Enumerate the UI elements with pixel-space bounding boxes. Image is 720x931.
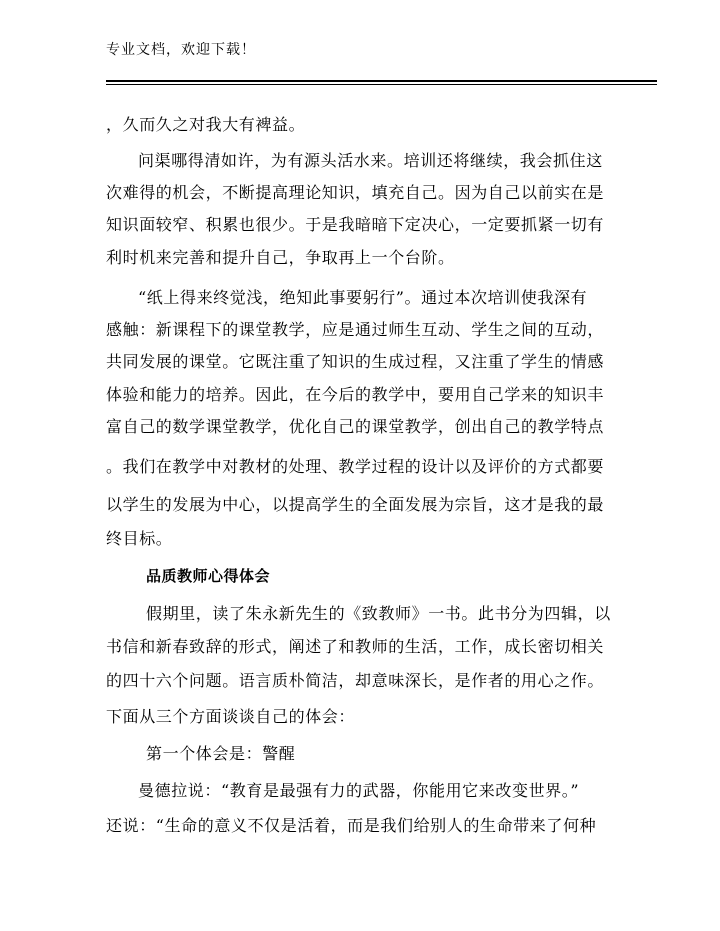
body-line: 利时机来完善和提升自己，争取再上一个台阶。 [106, 248, 455, 267]
page-header-text: 专业文档，欢迎下载！ [106, 42, 256, 58]
body-line: 曼德拉说：“教育是最强有力的武器，你能用它来改变世界。” [138, 781, 580, 800]
body-line: 体验和能力的培养。因此，在今后的教学中，要用自己学来的知识丰 [106, 385, 605, 404]
body-line: 次难得的机会，不断提高理论知识，填充自己。因为自己以前实在是 [106, 183, 605, 202]
body-line: 知识面较窄、积累也很少。于是我暗暗下定决心，一定要抓紧一切有 [106, 215, 605, 234]
body-line: ，久而久之对我大有裨益。 [106, 115, 306, 134]
section-title: 品质教师心得体会 [146, 567, 271, 585]
body-line: 还说：“生命的意义不仅是活着，而是我们给别人的生命带来了何种 [106, 816, 597, 835]
body-line: 富自己的数学课堂教学，优化自己的课堂教学，创出自己的教学特点 [106, 417, 605, 436]
body-line: 终目标。 [106, 529, 173, 548]
body-line: 书信和新春致辞的形式，阐述了和教师的生活，工作，成长密切相关 [106, 637, 605, 656]
body-line: 感触：新课程下的课堂教学，应是通过师生互动、学生之间的互动， [106, 320, 605, 339]
body-line: 的四十六个问题。语言质朴简洁，却意味深长，是作者的用心之作。 [106, 671, 605, 690]
body-line: “纸上得来终觉浅，绝知此事要躬行”。通过本次培训使我深有 [138, 288, 588, 307]
body-line: 。我们在教学中对教材的处理、教学过程的设计以及评价的方式都要 [106, 457, 605, 476]
body-line: 共同发展的课堂。它既注重了知识的生成过程，又注重了学生的情感 [106, 352, 605, 371]
body-line: 第一个体会是：警醒 [146, 744, 296, 763]
header-rule-thin [106, 84, 657, 85]
header-rule-thick [106, 80, 657, 82]
body-line: 以学生的发展为中心，以提高学生的全面发展为宗旨，这才是我的最 [106, 495, 605, 514]
body-line: 下面从三个方面谈谈自己的体会： [106, 707, 356, 726]
body-line: 问渠哪得清如许，为有源头活水来。培训还将继续，我会抓住这 [138, 151, 603, 170]
body-line: 假期里，读了朱永新先生的《致教师》一书。此书分为四辑，以 [146, 604, 611, 623]
